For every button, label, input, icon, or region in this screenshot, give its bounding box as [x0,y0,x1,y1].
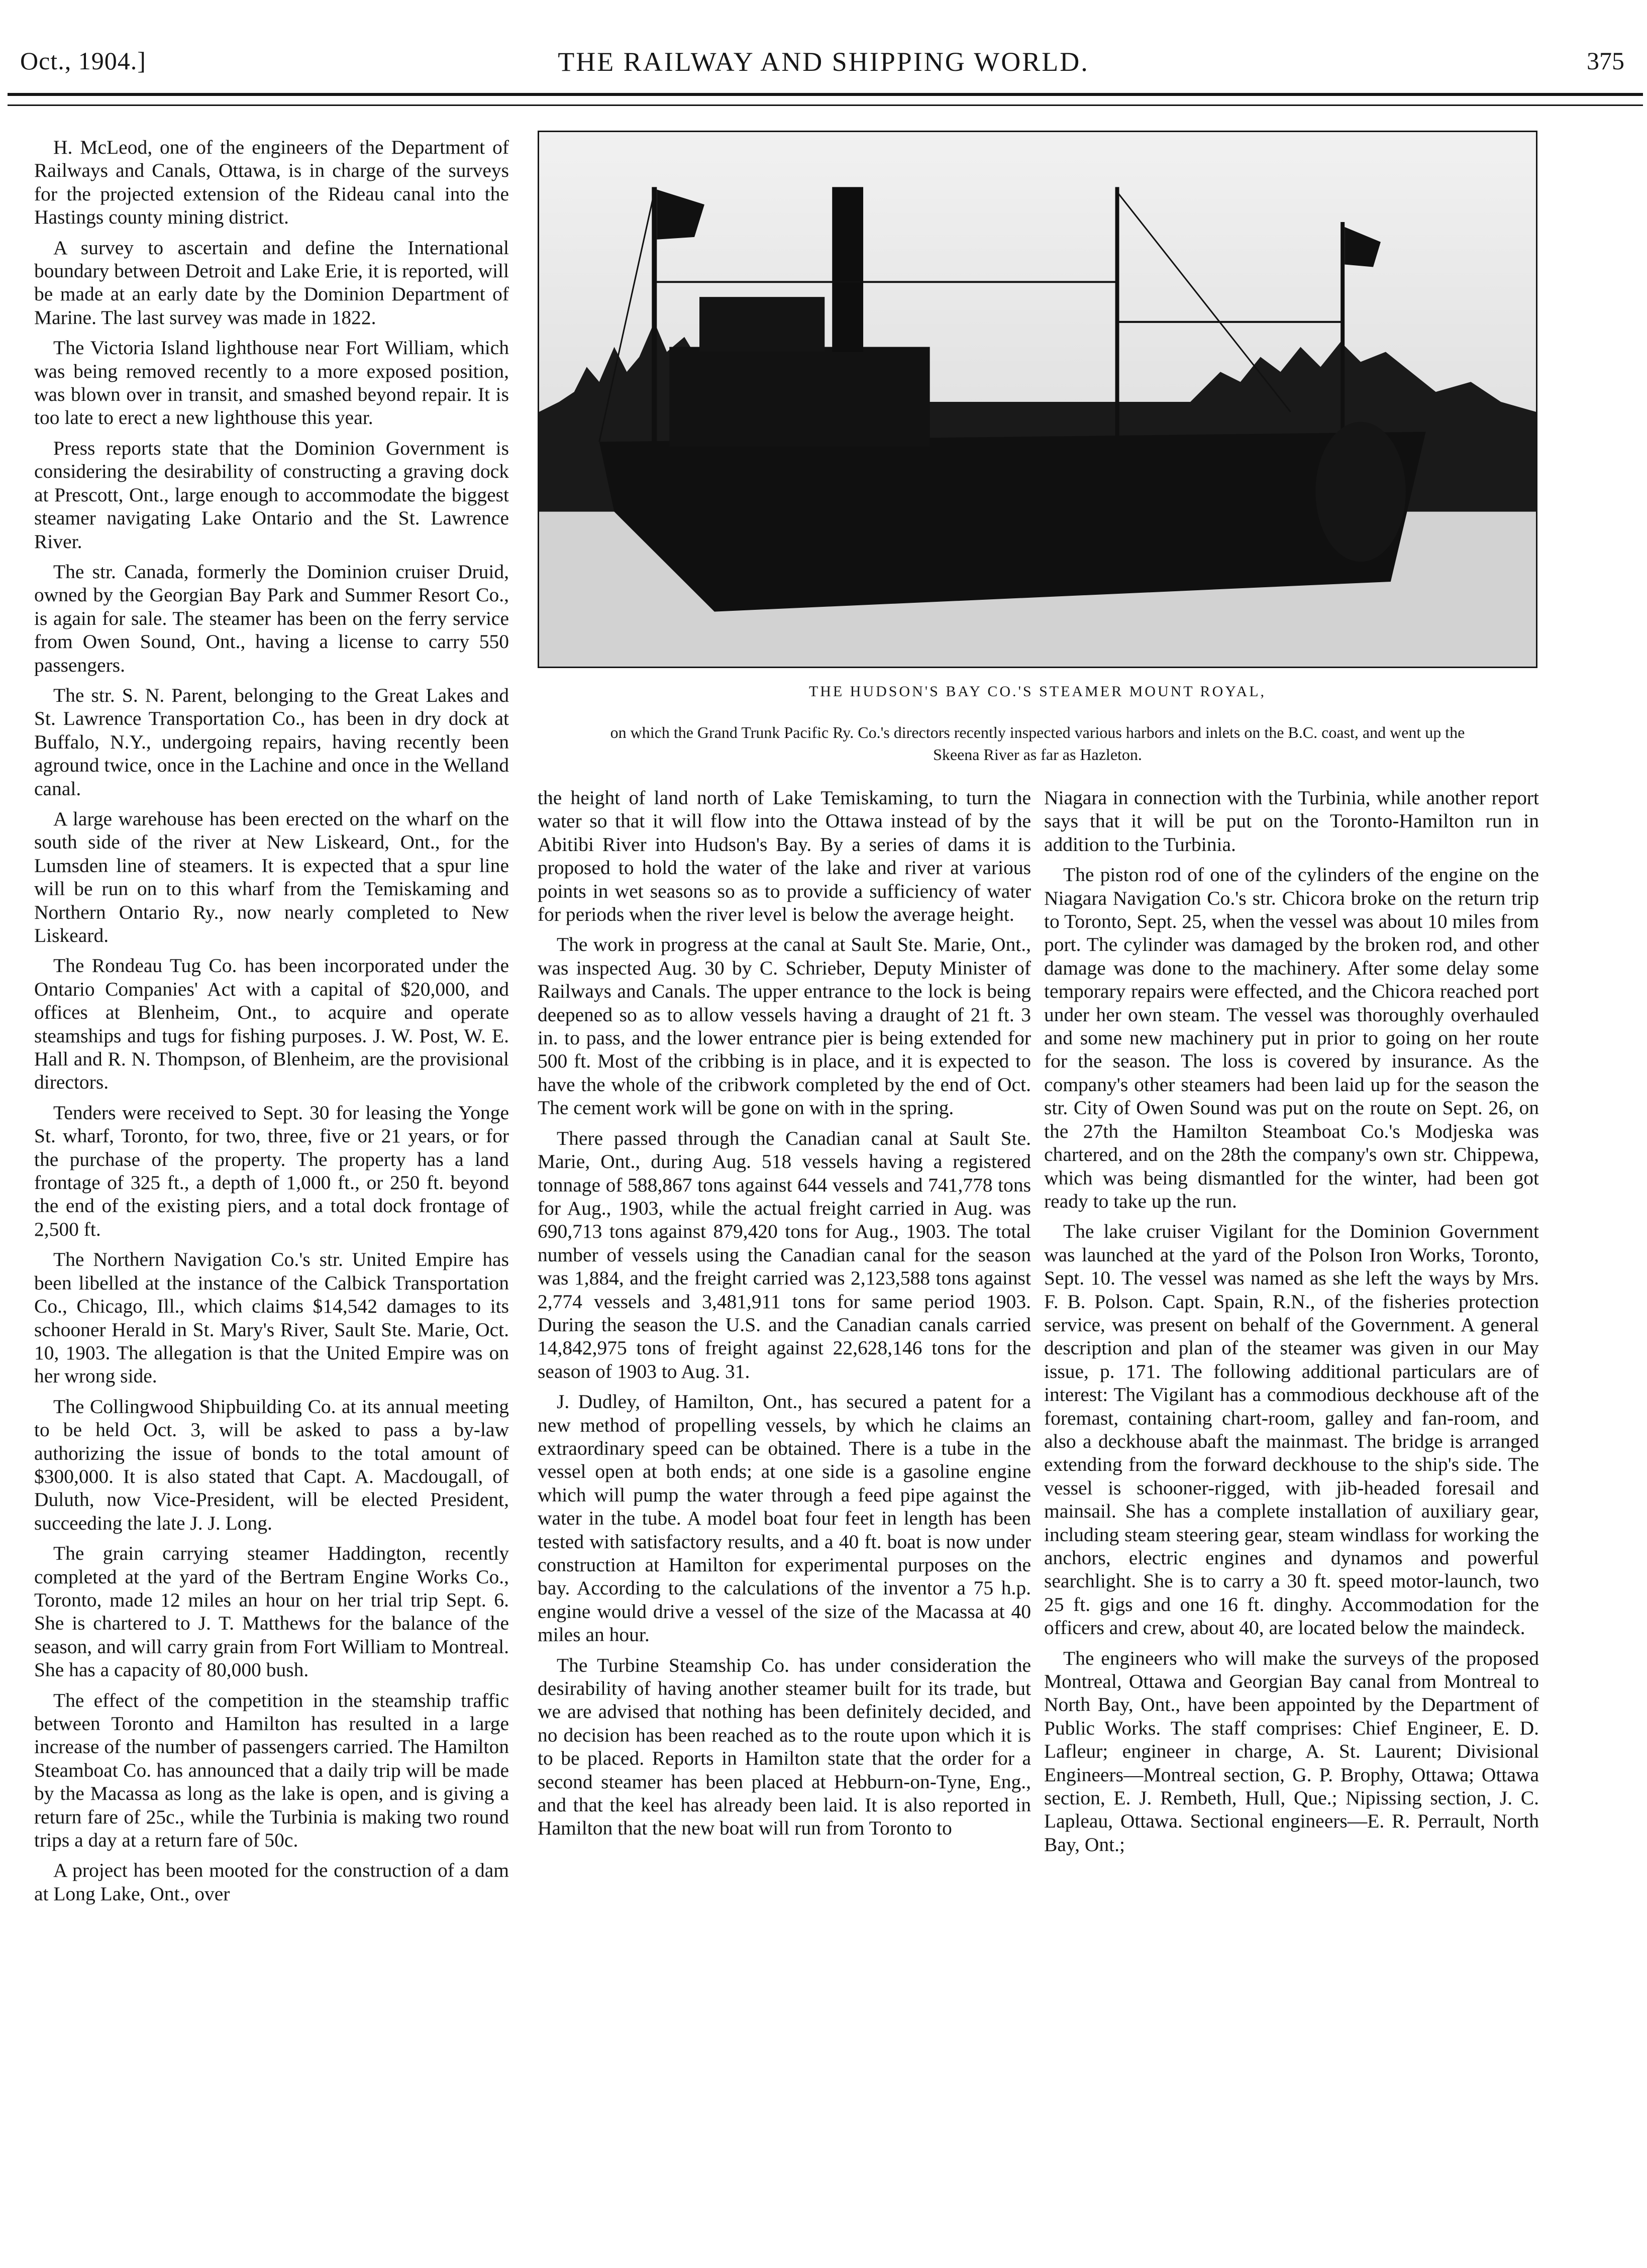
paragraph: Tenders were received to Sept. 30 for leasing the Yonge St. wharf, Toronto, for two, three, five or 21 years, or for the purchase of the property. The property has a land frontage of 325 ft., a depth of 1,000 ft., or 250 ft. beyond the end of the existing piers, and a total dock frontage of 2,500 ft. [34,1101,509,1240]
paragraph: The engineers who will make the surveys of the proposed Montreal, Ottawa and Georgian Bay canal from Montreal to North Bay, Ont., have been appointed by the Department of Public Works. The staff comprises: Chief Engineer, E. D. Lafleur; engineer in charge, A. St. Laurent; Divisional Engineers—Montreal section, G. P. Brophy, Ottawa; Ottawa section, E. J. Rembeth, Hull, Que.; Nipissing section, J. C. Lapleau, Ottawa. Sectional engineers—E. R. Perrault, North Bay, Ont.; [1044,1647,1539,1856]
paragraph: The lake cruiser Vigilant for the Dominion Government was launched at the yard of the Polson Iron Works, Toronto, Sept. 10. The vessel was named as she left the ways by Mrs. F. B. Polson. Capt. Spain, R.N., of the fisheries protection service, was present on behalf of the Government. A general description and plan of the steamer was given in our May issue, p. 171. The following additional particulars are of interest: The Vigilant has a commodious deckhouse aft of the foremast, containing chart-room, galley and fan-room, and also a deckhouse abaft the mainmast. The bridge is arranged extending from the forward deckhouse to the ship's side. The vessel is schooner-rigged, with jib-headed foresail and mainsail. She has a complete installation of auxiliary gear, including steam steering gear, steam windlass for working the anchors, electric engines and dynamos and powerful searchlight. She is to carry a 30 ft. speed motor-launch, two 25 ft. gigs and one 16 ft. dinghy. Accommodation for the officers and crew, about 40, are located below the maindeck. [1044,1220,1539,1639]
paragraph: Niagara in connection with the Turbinia, while another report says that it will be put on the Toronto-Hamilton run in addition to the Turbinia. [1044,787,1539,855]
paragraph: The effect of the competition in the steamship traffic between Toronto and Hamilton has resulted in a large increase of the number of passengers carried. The Hamilton Steamboat Co. has announced that a daily trip will be made by the Macassa as long as the lake is open, and is giving a return fare of 25c., while the Turbinia is making two round trips a day at a return fare of 50c. [34,1689,509,1852]
paragraph: The grain carrying steamer Haddington, recently completed at the yard of the Bertram Engine Works Co., Toronto, made 12 miles an hour on her trial trip Sept. 6. She is chartered to J. T. Matthews for the balance of the season, and will carry grain from Fort William to Montreal. She has a capacity of 80,000 bush. [34,1542,509,1681]
steamer-photo [538,131,1537,668]
paragraph: J. Dudley, of Hamilton, Ont., has secured a patent for a new method of propelling vessels, by which he claims an extraordinary speed can be obtained. There is a tube in the vessel open at both ends; at one side is a gasoline engine which will pump the water through a feed pipe against the water in the tube. A model boat four feet in length has been tested with satisfactory results, and a 40 ft. boat is now under construction at Hamilton for experimental purposes on the bay. According to the calculations of the inventor a 75 h.p. engine would drive a vessel of the size of the Macassa at 40 miles an hour. [538,1390,1031,1646]
caption-title: THE HUDSON'S BAY CO.'S STEAMER MOUNT ROYAL, [808,683,1267,700]
paragraph: A project has been mooted for the construction of a dam at Long Lake, Ont., over [34,1859,509,1905]
steamer-silhouette [539,132,1536,667]
column-2 [538,786,1031,1847]
page-number: 375 [1587,47,1624,75]
header-rule-thin [8,104,1643,106]
paragraph: The str. S. N. Parent, belonging to the Great Lakes and St. Lawrence Transportation Co., has been in dry dock at Buffalo, N.Y., undergoing repairs, having recently been aground twice, once in the Lachine and once in the Welland canal. [34,684,509,800]
paragraph: H. McLeod, one of the engineers of the Department of Railways and Canals, Ottawa, is in charge of the surveys for the projected extension of the Rideau canal into the Hastings county mining district. [34,136,509,229]
paragraph: The Turbine Steamship Co. has under consideration the desirability of having another steamer built for its trade, but we are advised that nothing has been definitely decided, and no decision has been reached as to the route upon which it is to be placed. Reports in Hamilton state that the order for a second steamer has been placed at Hebburn-on-Tyne, Eng., and that the keel has already been laid. It is also reported in Hamilton that the new boat will run from Toronto to [538,1654,1031,1840]
issue-date: Oct., 1904.] [20,47,146,75]
paragraph: The Victoria Island lighthouse near Fort William, which was being removed recently to a more exposed position, was blown over in transit, and smashed beyond repair. It is too late to erect a new lighthouse this year. [34,337,509,429]
paragraph: Press reports state that the Dominion Government is considering the desirability of constructing a graving dock at Prescott, Ont., large enough to accommodate the biggest steamer navigating Lake Ontario and the St. Lawrence River. [34,437,509,553]
header-rule [8,93,1643,96]
paragraph: A large warehouse has been erected on the wharf on the south side of the river at New Liskeard, Ont., for the Lumsden line of steamers. It is expected that a spur line will be run on to this wharf from the Temiskaming and Northern Ontario Ry., now nearly completed to New Liskeard. [34,807,509,946]
paragraph: The piston rod of one of the cylinders of the engine on the Niagara Navigation Co.'s str. Chicora broke on the return trip to Toronto, Sept. 25, when the vessel was about 10 miles from port. The cylinder was damaged by the broken rod, and other damage was done to the machinery. After some delay some temporary repairs were effected, and the Chicora reached port under her own steam. The vessel was thoroughly overhauled and some new machinery put in prior to going on her route for the season. The loss is covered by insurance. As the company's other steamers had been laid up for the season the str. City of Owen Sound was put on the route on Sept. 26, on the 27th the Hamilton Steamboat Co.'s Modjeska was chartered, and on the 28th the company's own str. Chippewa, which was being dismantled for the winter, had been got ready to take up the run. [1044,863,1539,1212]
journal-title: THE RAILWAY AND SHIPPING WORLD. [558,47,1089,77]
page-header [0,46,1647,76]
photo-caption [538,683,1537,766]
paragraph: A survey to ascertain and define the International boundary between Detroit and Lake Erie, it is reported, will be made at an early date by the Dominion Department of Marine. The last survey was made in 1822. [34,236,509,329]
paragraph: The str. Canada, formerly the Dominion cruiser Druid, owned by the Georgian Bay Park and Summer Resort Co., is again for sale. The steamer has been on the ferry service from Owen Sound, Ont., having a license to carry 550 passengers. [34,560,509,676]
paragraph: The Northern Navigation Co.'s str. United Empire has been libelled at the instance of the Calbick Transportation Co., Chicago, Ill., which claims $14,542 damages to its schooner Herald in St. Mary's River, Sault Ste. Marie, Oct. 10, 1903. The allegation is that the United Empire was on her wrong side. [34,1248,509,1387]
column-1 [34,136,509,1912]
paragraph: The Collingwood Shipbuilding Co. at its annual meeting to be held Oct. 3, will be asked to pass a by-law authorizing the issue of bonds to the total amount of $300,000. It is also stated that Capt. A. Macdougall, of Duluth, now Vice-President, will be elected President, succeeding the late J. J. Long. [34,1395,509,1534]
paragraph: the height of land north of Lake Temiskaming, to turn the water so that it will flow into the Ottawa instead of by the Abitibi River into Hudson's Bay. By a series of dams it is proposed to hold the water of the lake and river at various points in wet seasons so as to provide a sufficiency of water for periods when the river level is below the average height. [538,787,1031,926]
column-3 [1044,786,1539,1863]
paragraph: There passed through the Canadian canal at Sault Ste. Marie, Ont., during Aug. 518 vessels having a registered tonnage of 588,867 tons against 644 vessels and 741,778 tons for Aug., 1903, while the actual freight carried in Aug. was 690,713 tons against 879,420 tons for Aug., 1903. The total number of vessels using the Canadian canal for the season was 1,884, and the freight carried was 2,123,588 tons against 2,774 vessels and 3,481,911 tons for same period 1903. During the season the U.S. and the Canadian canals carried 14,842,975 tons of freight against 22,628,146 tons for the season of 1903 to Aug. 31. [538,1127,1031,1382]
paragraph: The Rondeau Tug Co. has been incorporated under the Ontario Companies' Act with a capital of $20,000, and offices at Blenheim, Ont., to acquire and operate steamships and tugs for fishing purposes. J. W. Post, W. E. Hall and R. N. Thompson, of Blenheim, are the provisional directors. [34,954,509,1094]
paragraph: The work in progress at the canal at Sault Ste. Marie, Ont., was inspected Aug. 30 by C. Schrieber, Deputy Minister of Railways and Canals. The upper entrance to the lock is being deepened so as to allow vessels having a draught of 21 ft. 3 in. to pass, and the lower entrance pier is being extended for 500 ft. Most of the cribbing is in place, and it is expected to have the whole of the cribwork completed by the end of Oct. The cement work will be gone on with in the spring. [538,933,1031,1119]
caption-text: on which the Grand Trunk Pacific Ry. Co.'s directors recently inspected various harbors and inlets on the B.C. coast, and went up the Skeena River as far as Hazleton. [610,723,1465,764]
